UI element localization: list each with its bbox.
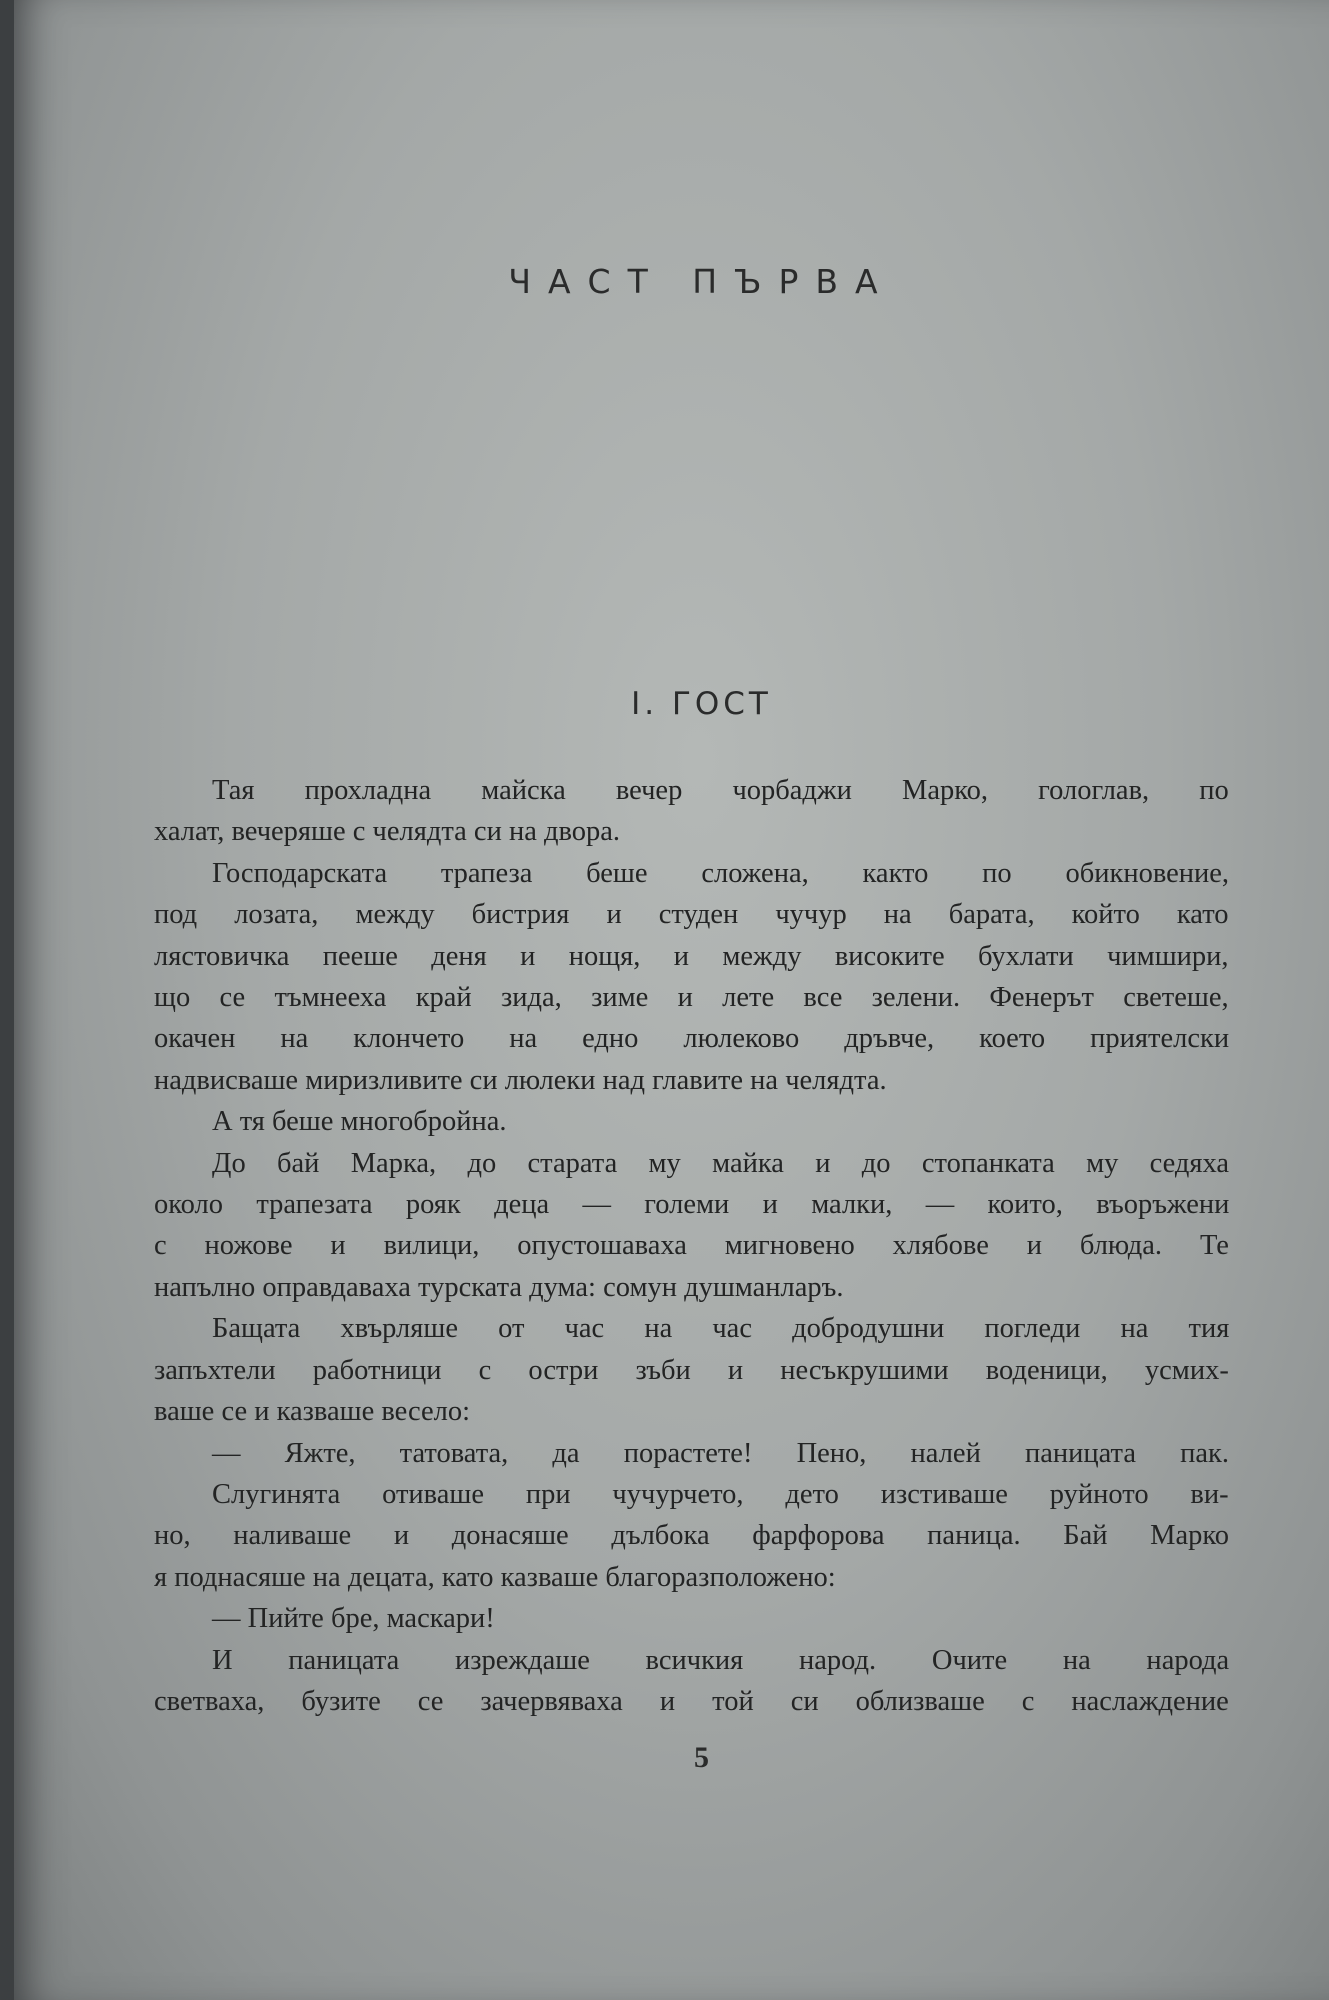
text-line: окачен на клончето на едно люлеково дръвче, което приятелски	[154, 1023, 1230, 1055]
text-line: я поднасяше на децата, като казваше благоразположено:	[154, 1561, 836, 1593]
text-line: лястовичка пееше деня и нощя, и между високите бухлати чимшири,	[154, 940, 1229, 972]
text-line: До бай Марка, до старата му майка и до стопанката му седяха	[212, 1147, 1230, 1179]
text-line: запъхтели работници с остри зъби и несъкрушими воденици, усмих-	[154, 1354, 1229, 1386]
text-line: но, наливаше и донасяше дълбока фарфорова паница. Бай Марко	[154, 1520, 1230, 1552]
chapter-body	[154, 770, 1229, 1722]
text-line: Господарската трапеза беше сложена, както по обикновение,	[212, 857, 1230, 889]
text-line: що се тъмнееха край зида, зиме и лете все зелени. Фенерът светеше,	[154, 982, 1229, 1014]
text-line: ваше се и казваше весело:	[154, 1396, 471, 1428]
book-page	[14, 0, 1329, 2000]
part-title: ЧАСТ ПЪРВА	[508, 262, 895, 301]
text-line: Бащата хвърляше от час на час добродушни погледи на тия	[212, 1313, 1230, 1345]
text-line: светваха, бузите се зачервяваха и той си облизваше с наслаждение	[154, 1685, 1229, 1717]
text-line: — Яжте, татовата, да порастете! Пено, налей паницата пак.	[212, 1437, 1229, 1469]
text-line: под лозата, между бистрия и студен чучур на барата, който като	[154, 899, 1229, 931]
text-line: — Пийте бре, маскари!	[212, 1603, 495, 1635]
text-line: с ножове и вилици, опустошаваха мигновено хлябове и блюда. Те	[154, 1230, 1229, 1262]
text-line: И паницата изреждаше всичкия народ. Очите на народа	[212, 1644, 1230, 1676]
text-line: напълно оправдаваха турската дума: сомун душманларъ.	[154, 1271, 844, 1303]
text-line: Тая прохладна майска вечер чорбаджи Марко, гологлав, по	[212, 775, 1229, 806]
text-line: халат, вечеряше с челядта си на двора.	[154, 816, 621, 848]
text-line: А тя беше многобройна.	[212, 1106, 507, 1138]
text-line: около трапезата рояк деца — големи и малки, — които, въоръжени	[154, 1189, 1230, 1221]
chapter-title: I. ГОСТ	[631, 686, 772, 722]
text-line: надвисваше миризливите си люлеки над главите на челядта.	[154, 1064, 887, 1096]
page-number: 5	[694, 1741, 709, 1774]
text-line: Слугинята отиваше при чучурчето, дето изстиваше руйното ви-	[212, 1478, 1229, 1510]
